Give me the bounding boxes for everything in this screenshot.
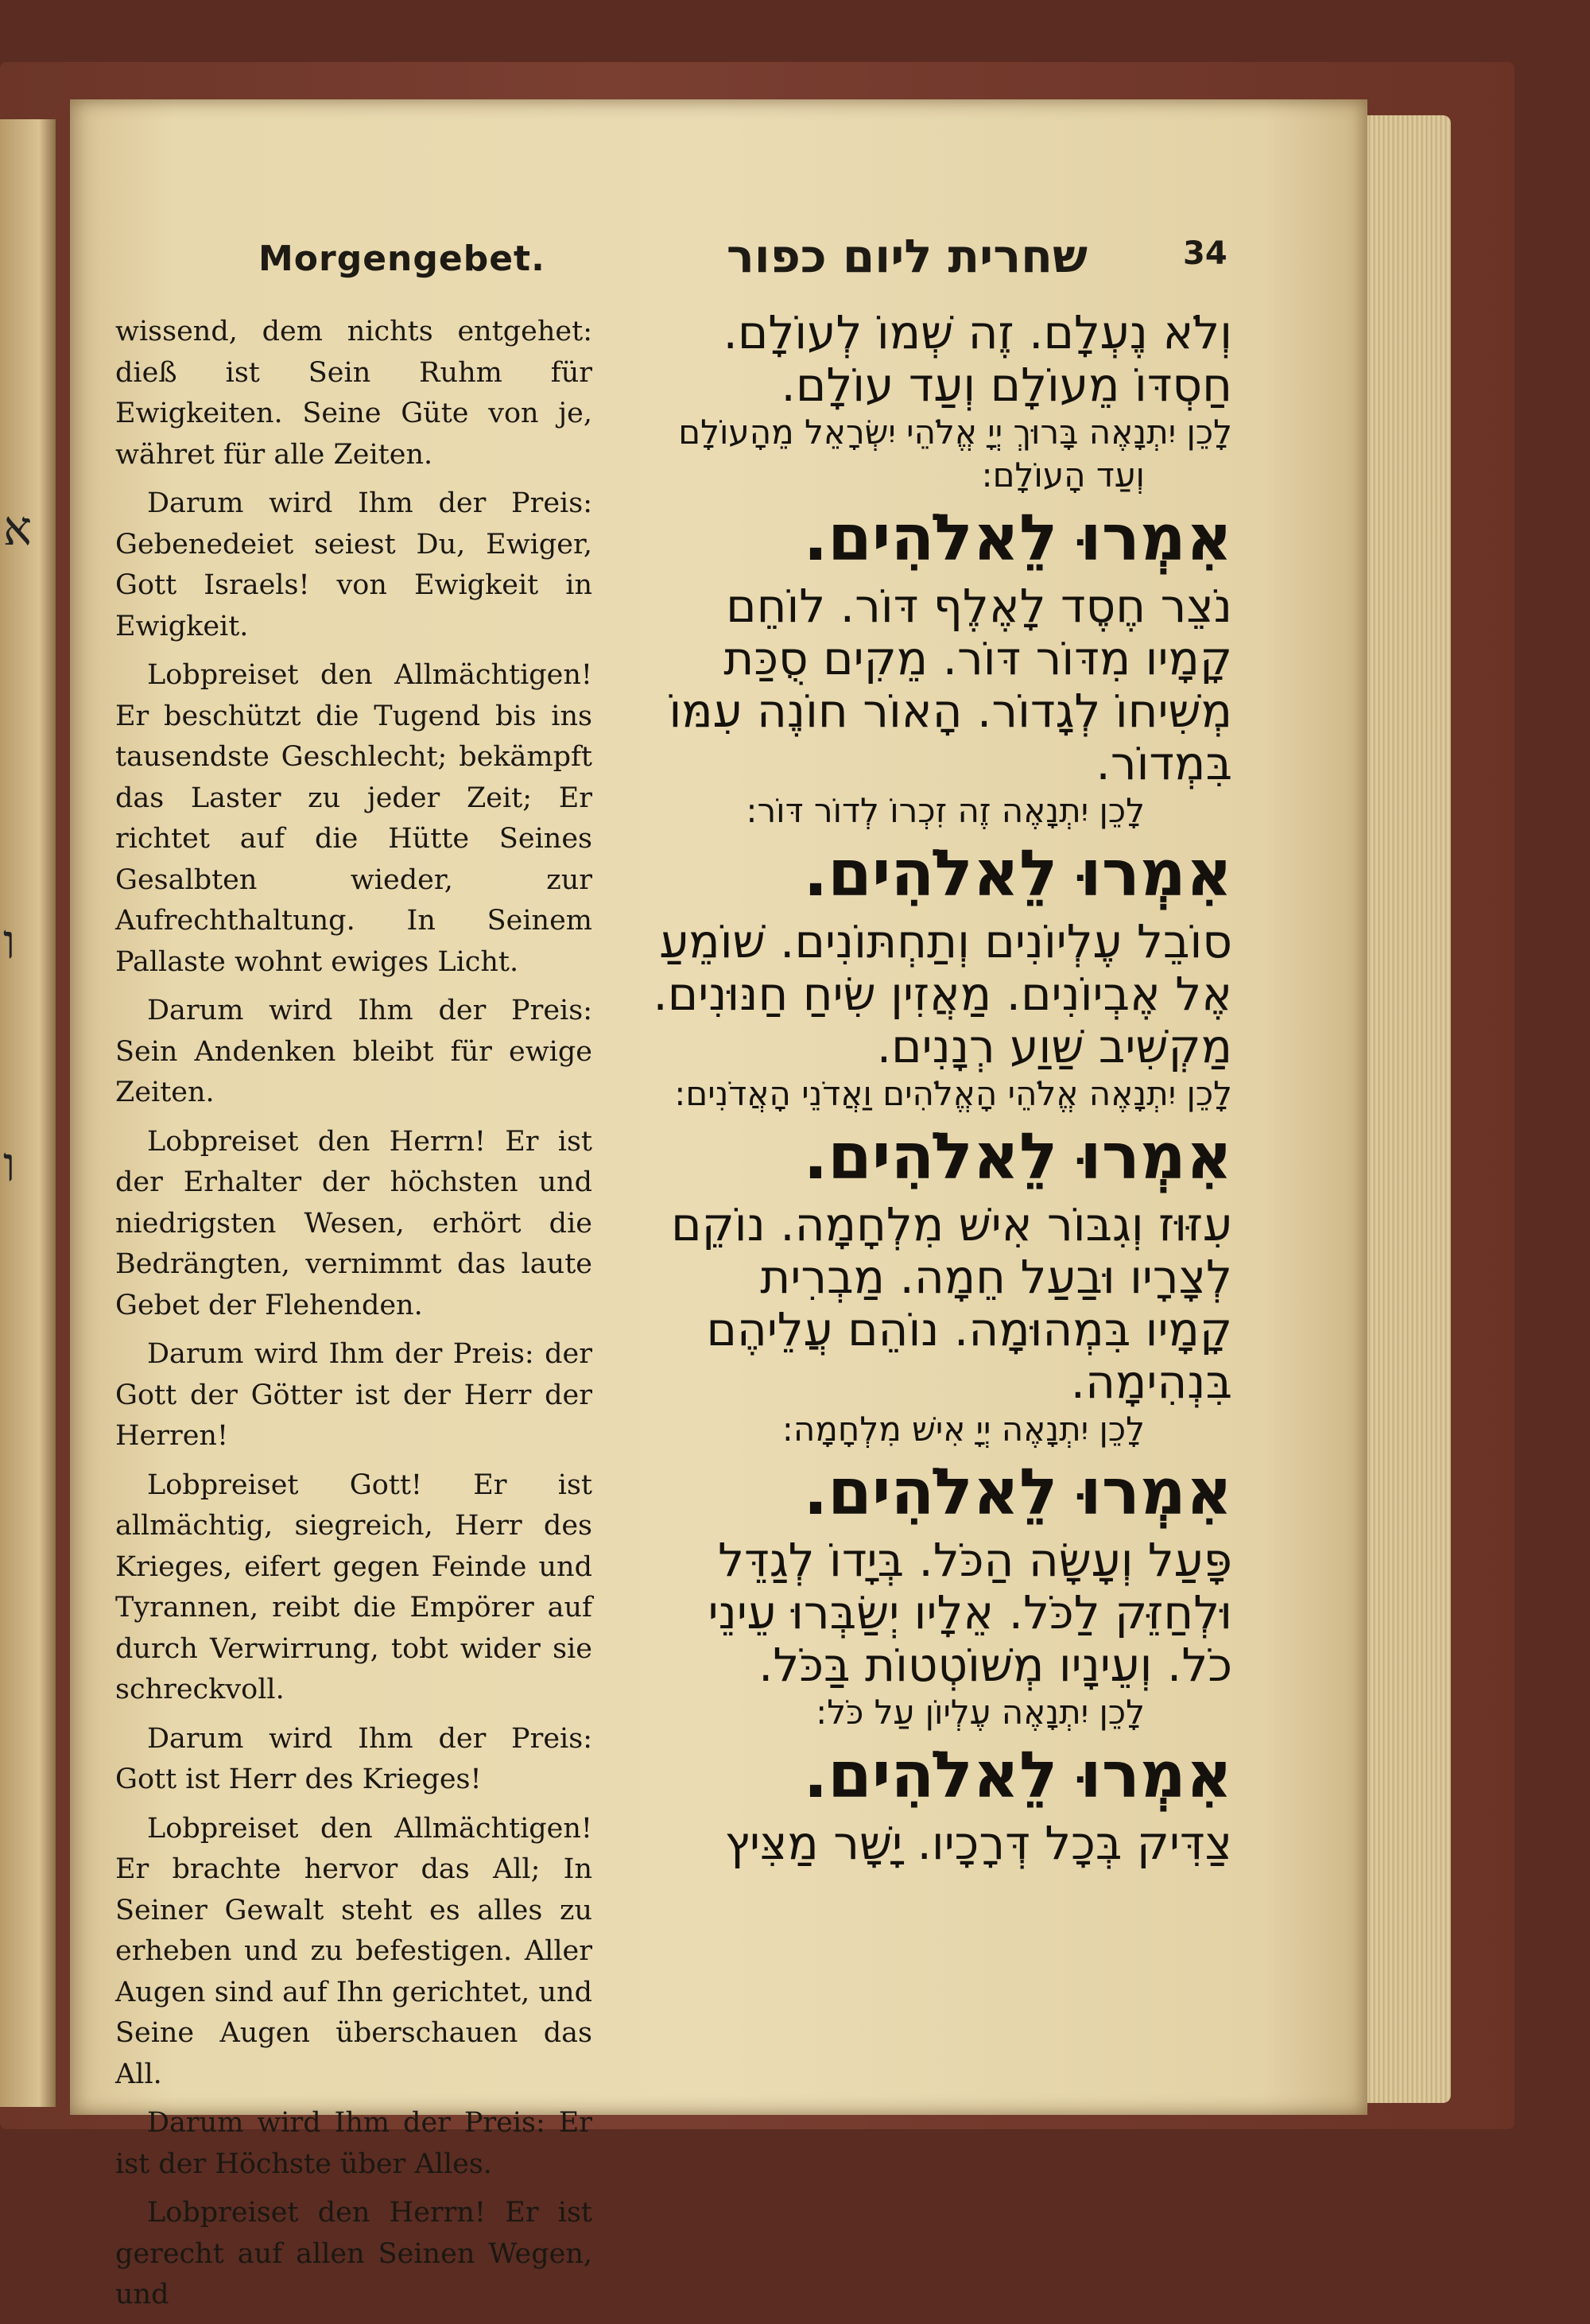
german-refrain-paragraph: Darum wird Ihm der Preis: Er ist der Höchste über Alles.	[115, 2107, 592, 2180]
running-head-german: Morgengebet.	[258, 239, 545, 279]
hebrew-verse-line: אֶל אֶבְיוֹנִים. מַאֲזִין שִׂיחַ חַנּוּנִים.	[653, 967, 1232, 1021]
hebrew-refrain-line: אִמְרוּ לֵאלֹהִים.	[803, 836, 1232, 910]
hebrew-verse-line: לָכֵן יִתְנָאֶה זֶה זִכְרוֹ לְדוֹר דּוֹר:	[746, 791, 1145, 830]
hebrew-verse-line: בִּנְהִימָה.	[1070, 1355, 1232, 1409]
hebrew-refrain-line: אִמְרוּ לֵאלֹהִים.	[803, 1738, 1232, 1812]
hebrew-verse-line: חַסְדּוֹ מֵעוֹלָם וְעַד עוֹלָם.	[781, 358, 1232, 412]
german-paragraph: Lobpreiset den Allmächtigen! Er brachte hervor das All; In Seiner Gewalt steht es alles zu erheben und zu befestigen. Aller Augen sind auf Ihn gerichtet, und Seine Augen überschauen das All.	[115, 1812, 592, 2090]
german-column	[115, 312, 592, 2324]
prev-page-glyph: ו	[3, 1137, 16, 1193]
hebrew-refrain-line: אִמְרוּ לֵאלֹהִים.	[803, 1119, 1232, 1193]
german-paragraph: Lobpreiset den Herrn! Er ist gerecht auf allen Seinen Wegen, und	[115, 2197, 592, 2310]
hebrew-verse-line: וְלֹא נֶעְלָם. זֶה שְׁמוֹ לְעוֹלָם.	[723, 305, 1232, 359]
hebrew-refrain-line: אִמְרוּ לֵאלֹהִים.	[803, 1455, 1232, 1529]
hebrew-verse-line: צַדִּיק בְּכָל דְּרָכָיו. יָשָׁר מַצִּיץ	[724, 1816, 1232, 1870]
previous-page-edge	[0, 119, 56, 2107]
hebrew-verse-line: מְשִׁיחוֹ לְגָדוֹר. הָאוֹר חוֹנֶה עִמּוֹ	[669, 684, 1232, 738]
hebrew-verse-line: סוֹבֵל עֶלְיוֹנִים וְתַחְתּוֹנִים. שׁוֹמֵעַ	[659, 914, 1232, 968]
hebrew-verse-line: קָמָיו בִּמְהוּמָה. נוֹהֵם עֲלֵיהֶם	[706, 1302, 1232, 1356]
hebrew-verse-line: לָכֵן יִתְנָאֶה עֶלְיוֹן עַל כֹּל:	[816, 1693, 1145, 1732]
hebrew-verse-line: לָכֵן יִתְנָאֶה יְיָ אִישׁ מִלְחָמָה:	[781, 1410, 1145, 1449]
hebrew-verse-line: לָכֵן יִתְנָאֶה בָּרוּךְ יְיָ אֱלֹהֵי יִשְׂרָאֵל מֵהָעוֹלָם	[678, 413, 1232, 452]
hebrew-refrain-line: אִמְרוּ לֵאלֹהִים.	[803, 501, 1232, 575]
hebrew-verse-line: לְצָרָיו וּבַעַל חֵמָה. מַבְרִית	[760, 1250, 1232, 1304]
hebrew-column	[620, 306, 1232, 1869]
hebrew-verse-line: בִּמְדוֹר.	[1096, 736, 1232, 790]
hebrew-verse-line: עִזּוּז וְגִבּוֹר אִישׁ מִלְחָמָה. נוֹקֵם	[671, 1197, 1232, 1251]
hebrew-verse-line: וּלְחַזֵּק לַכֹּל. אֵלָיו יְשַׂבְּרוּ עֵינֵי	[708, 1585, 1232, 1639]
hebrew-verse-line: מַקְשִׁיב שַׁוַע רְנָנִים.	[876, 1019, 1232, 1073]
german-refrain-paragraph: Darum wird Ihm der Preis: Sein Andenken bleibt für ewige Zeiten.	[115, 995, 592, 1108]
hebrew-verse-line: וְעַד הָעוֹלָם:	[981, 456, 1145, 495]
german-paragraph: Lobpreiset den Allmächtigen! Er beschützt die Tugend bis ins tausendste Geschlecht; bekämpft das Laster zu jeder Zeit; Er richtet auf die Hütte Seines Gesalbten wieder, zur Aufrechthaltung. In Seinem Pallaste wohnt ewiges Licht.	[115, 659, 592, 978]
hebrew-verse-line: נֹצֵר חֶסֶד לָאֶלֶף דּוֹר. לוֹחֵם	[726, 579, 1232, 633]
hebrew-verse-line: כֹל. וְעֵינָיו מְשׁוֹטְטוֹת בַּכֹּל.	[758, 1638, 1232, 1692]
hebrew-verse-line: פָּעַל וְעָשָׂה הַכֹּל. בְּיָדוֹ לְגַדֵּל	[718, 1533, 1232, 1587]
german-refrain-paragraph: Darum wird Ihm der Preis: Gott ist Herr des Krieges!	[115, 1722, 592, 1795]
german-refrain-paragraph: Darum wird Ihm der Preis: Gebenedeiet seiest Du, Ewiger, Gott Israels! von Ewigkeit in Ewigkeit.	[115, 487, 592, 642]
prev-page-glyph: ו	[3, 914, 16, 970]
german-paragraph: wissend, dem nichts entgehet: dieß ist Sein Ruhm für Ewigkeiten. Seine Güte von je, währet für alle Zeiten.	[115, 316, 592, 471]
german-paragraph: Lobpreiset den Herrn! Er ist der Erhalter der höchsten und niedrigsten Wesen, erhört die Bedrängten, vernimmt das laute Gebet der Flehenden.	[115, 1125, 592, 1321]
running-head-hebrew: שחרית ליום כפור	[726, 229, 1088, 283]
page-block-edges	[1355, 115, 1451, 2103]
german-refrain-paragraph: Darum wird Ihm der Preis: der Gott der Götter ist der Herr der Herren!	[115, 1338, 592, 1452]
hebrew-verse-line: קָמָיו מִדּוֹר דּוֹר. מֵקִים סֻכַּת	[723, 631, 1232, 685]
hebrew-verse-line: לָכֵן יִתְנָאֶה אֱלֹהֵי הָאֱלֹהִים וַאֲדֹנֵי הָאֲדֹנִים:	[674, 1074, 1232, 1113]
page-number: 34	[1183, 235, 1227, 272]
german-paragraph: Lobpreiset Gott! Er ist allmächtig, siegreich, Herr des Krieges, eifert gegen Feinde und Tyrannen, reibt die Empörer auf durch Verwirrung, tobt wider sie schreckvoll.	[115, 1469, 592, 1705]
prev-page-glyph: א	[3, 501, 33, 557]
